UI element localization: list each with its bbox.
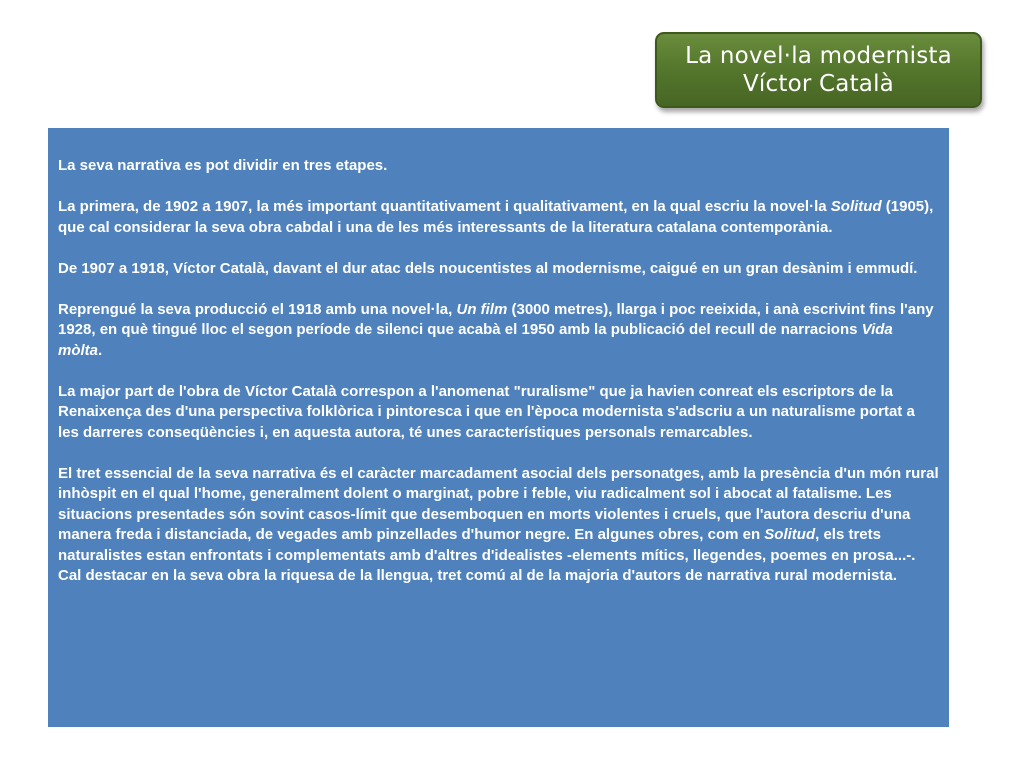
essential-trait-text-a: El tret essencial de la seva narrativa és el caràcter marcadament asocial dels personatges, amb la presència d'un món rural inhòspit en el qual l'home, generalment dolent o marginat, pobre i feble, viu radicalment sol i abocat al fatalisme. Les situacions presentades són sovint casos-límit que desemboquen en morts violentes i cruels, que l'autora descriu d'una manera freda i distanciada, de vegades amb pinzellades d'humor negre. En algunes obres, com en [58, 464, 939, 543]
third-stage-title-un-film: Un film [456, 300, 508, 318]
slide-title-line-1: La novel·la modernista [685, 43, 952, 69]
second-stage-text: De 1907 a 1918, Víctor Català, davant el dur atac dels noucentistes al modernisme, caigué en un gran desànim i emmudí. [58, 259, 918, 277]
paragraph-third-stage [58, 300, 939, 362]
slide-title-box [655, 32, 982, 108]
paragraph-intro [58, 156, 939, 177]
essential-trait-title-solitud: Solitud [764, 526, 816, 543]
third-stage-text-e: . [98, 341, 103, 359]
first-stage-text-c: (1905), que cal considerar la seva obra cabdal i una de les més interessants de la literatura catalana contemporània. [58, 198, 934, 236]
essential-trait-text-c: , els trets naturalistes estan enfrontats i complementats amb d'altres d'idealistes -elements mítics, llegendes, poemes en prosa...-. Cal destacar en la seva obra la riquesa de la llengua, tret comú al de la majoria d'autors de narrativa rural modernista. [58, 526, 916, 584]
paragraph-first-stage [58, 197, 939, 238]
slide-title-line-2: Víctor Català [743, 71, 894, 97]
content-text-box [48, 128, 949, 727]
third-stage-title-vida-molta: Vida mòlta [58, 321, 893, 359]
paragraph-second-stage [58, 259, 939, 280]
paragraph-intro-text: La seva narrativa es pot dividir en tres etapes. [58, 157, 388, 174]
paragraph-essential-trait [58, 464, 939, 587]
paragraph-ruralisme [58, 382, 939, 444]
third-stage-text-c: (3000 metres), llarga i poc reeixida, i anà escrivint fins l'any 1928, en què tingué lloc el segon període de silenci que acabà el 1950 amb la publicació del recull de narracions [58, 300, 934, 338]
ruralisme-text: La major part de l'obra de Víctor Català correspon a l'anomenat "ruralisme" que ja havien conreat els escriptors de la Renaixença des d'una perspectiva folklòrica i pintoresca i que en l'època modernista s'adscriu a un naturalisme portat a les darreres conseqüències i, en aquesta autora, té unes característiques personals remarcables. [58, 382, 915, 441]
third-stage-text-a: Reprengué la seva producció el 1918 amb una novel·la, [58, 300, 457, 318]
first-stage-title-solitud: Solitud [830, 198, 882, 215]
first-stage-text-a: La primera, de 1902 a 1907, la més important quantitativament i qualitativament, en la qual escriu la novel·la [58, 198, 831, 215]
